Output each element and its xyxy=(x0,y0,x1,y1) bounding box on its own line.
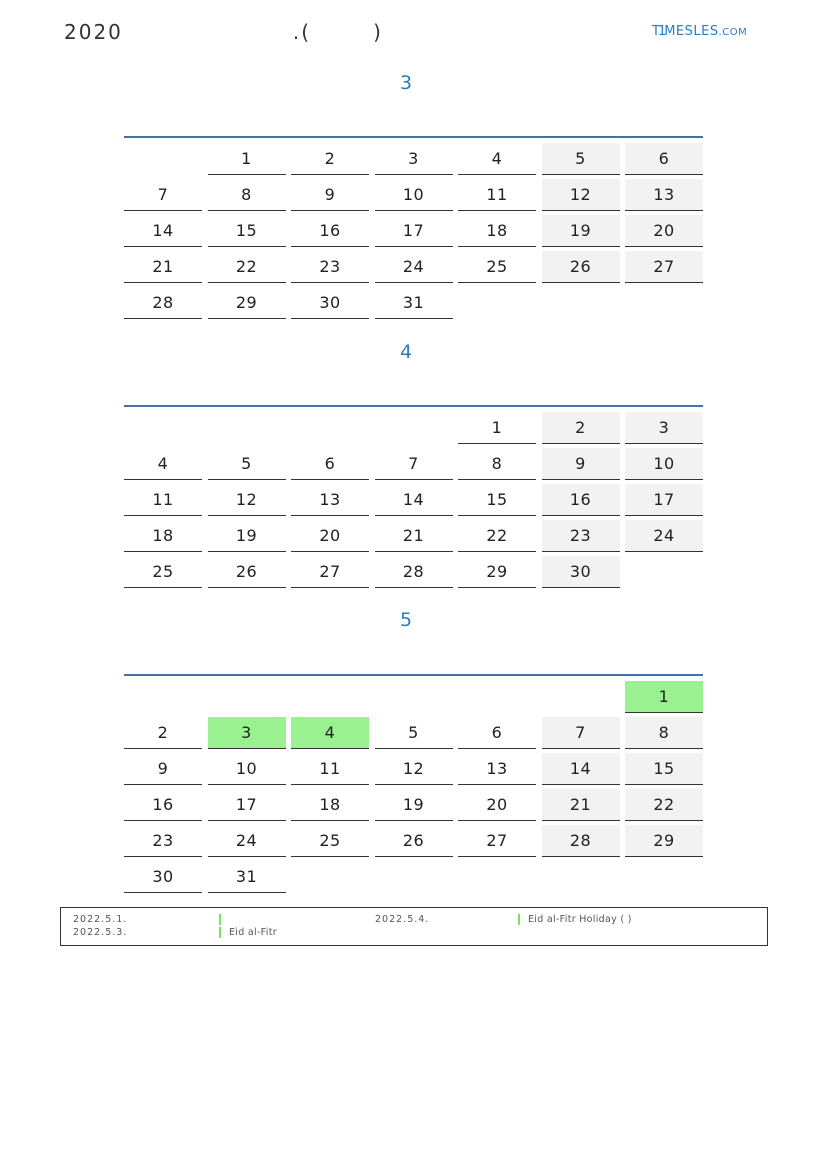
day-cell: 21 xyxy=(375,520,453,552)
day-cell: 5 xyxy=(542,143,620,175)
day-cell: 16 xyxy=(291,215,369,247)
day-cell: 14 xyxy=(542,753,620,785)
empty-cell xyxy=(542,681,620,712)
day-cell: 6 xyxy=(625,143,703,175)
day-cell: 6 xyxy=(458,717,536,749)
day-cell: 31 xyxy=(208,861,286,893)
day-cell: 31 xyxy=(375,287,453,319)
day-cell: 28 xyxy=(542,825,620,857)
day-cell: 5 xyxy=(375,717,453,749)
day-cell: 4 xyxy=(291,717,369,749)
day-cell: 23 xyxy=(291,251,369,283)
title-paren-open: .( xyxy=(292,20,312,44)
day-cell: 9 xyxy=(124,753,202,785)
legend-date: 2022.5.3. xyxy=(73,927,128,938)
day-cell: 30 xyxy=(124,861,202,893)
calendar-grid-march xyxy=(124,143,704,319)
day-cell: 8 xyxy=(625,717,703,749)
day-cell: 8 xyxy=(458,448,536,480)
day-cell: 13 xyxy=(625,179,703,211)
empty-cell xyxy=(124,412,202,443)
calendar-grid-may xyxy=(124,681,704,893)
empty-cell xyxy=(458,861,536,892)
legend-date: 2022.5.4. xyxy=(375,914,430,925)
empty-cell xyxy=(625,287,703,318)
day-cell: 16 xyxy=(124,789,202,821)
day-cell: 14 xyxy=(375,484,453,516)
empty-cell xyxy=(291,861,369,892)
day-cell: 7 xyxy=(124,179,202,211)
day-cell: 2 xyxy=(291,143,369,175)
day-cell: 22 xyxy=(208,251,286,283)
day-cell: 29 xyxy=(625,825,703,857)
day-cell: 11 xyxy=(291,753,369,785)
day-cell: 20 xyxy=(458,789,536,821)
day-cell: 17 xyxy=(208,789,286,821)
day-cell: 24 xyxy=(375,251,453,283)
holiday-marker xyxy=(518,914,520,925)
day-cell: 18 xyxy=(124,520,202,552)
legend-date: 2022.5.1. xyxy=(73,914,128,925)
day-cell: 7 xyxy=(375,448,453,480)
day-cell: 27 xyxy=(458,825,536,857)
day-cell: 2 xyxy=(542,412,620,444)
day-cell: 4 xyxy=(124,448,202,480)
day-cell: 23 xyxy=(124,825,202,857)
page-title xyxy=(64,20,383,44)
legend-name: Eid al-Fitr xyxy=(229,927,277,938)
empty-cell xyxy=(375,681,453,712)
day-cell: 28 xyxy=(375,556,453,588)
empty-cell xyxy=(458,681,536,712)
month-divider xyxy=(124,674,703,676)
month-title-4: 4 xyxy=(399,341,413,363)
day-cell: 10 xyxy=(625,448,703,480)
day-cell: 29 xyxy=(458,556,536,588)
day-cell: 20 xyxy=(625,215,703,247)
day-cell: 21 xyxy=(124,251,202,283)
holiday-legend xyxy=(60,907,768,946)
empty-cell xyxy=(208,681,286,712)
brand-logo[interactable] xyxy=(652,24,747,39)
day-cell: 2 xyxy=(124,717,202,749)
day-cell: 21 xyxy=(542,789,620,821)
day-cell: 12 xyxy=(542,179,620,211)
day-cell: 15 xyxy=(458,484,536,516)
day-cell: 13 xyxy=(458,753,536,785)
day-cell: 24 xyxy=(625,520,703,552)
day-cell: 11 xyxy=(458,179,536,211)
day-cell: 15 xyxy=(625,753,703,785)
month-divider xyxy=(124,405,703,407)
day-cell: 12 xyxy=(375,753,453,785)
holiday-marker xyxy=(219,914,221,925)
day-cell: 3 xyxy=(375,143,453,175)
empty-cell xyxy=(291,681,369,712)
day-cell: 26 xyxy=(375,825,453,857)
day-cell: 30 xyxy=(291,287,369,319)
empty-cell xyxy=(542,861,620,892)
day-cell: 24 xyxy=(208,825,286,857)
empty-cell xyxy=(542,287,620,318)
day-cell: 5 xyxy=(208,448,286,480)
day-cell: 1 xyxy=(458,412,536,444)
day-cell: 29 xyxy=(208,287,286,319)
brand-part-c: .COM xyxy=(718,27,748,38)
day-cell: 28 xyxy=(124,287,202,319)
day-cell: 30 xyxy=(542,556,620,588)
day-cell: 25 xyxy=(124,556,202,588)
day-cell: 25 xyxy=(458,251,536,283)
day-cell: 3 xyxy=(625,412,703,444)
day-cell: 3 xyxy=(208,717,286,749)
empty-cell xyxy=(458,287,536,318)
calendar-grid-april xyxy=(124,412,704,588)
empty-cell xyxy=(124,143,202,174)
title-paren-close: ) xyxy=(373,20,383,44)
day-cell: 7 xyxy=(542,717,620,749)
day-cell: 26 xyxy=(208,556,286,588)
day-cell: 20 xyxy=(291,520,369,552)
empty-cell xyxy=(625,861,703,892)
month-title-3: 3 xyxy=(399,72,413,94)
day-cell: 18 xyxy=(458,215,536,247)
brand-part-b: MESLES xyxy=(664,24,719,39)
day-cell: 14 xyxy=(124,215,202,247)
day-cell: 22 xyxy=(458,520,536,552)
day-cell: 12 xyxy=(208,484,286,516)
day-cell: 9 xyxy=(542,448,620,480)
day-cell: 1 xyxy=(208,143,286,175)
year-label: 2020 xyxy=(64,20,123,44)
empty-cell xyxy=(124,681,202,712)
day-cell: 10 xyxy=(208,753,286,785)
day-cell: 8 xyxy=(208,179,286,211)
day-cell: 10 xyxy=(375,179,453,211)
month-divider xyxy=(124,136,703,138)
day-cell: 16 xyxy=(542,484,620,516)
brand-part-a: T1 xyxy=(652,24,665,39)
legend-name: Eid al-Fitr Holiday ( ) xyxy=(528,914,632,925)
day-cell: 15 xyxy=(208,215,286,247)
day-cell: 18 xyxy=(291,789,369,821)
day-cell: 1 xyxy=(625,681,703,713)
empty-cell xyxy=(291,412,369,443)
day-cell: 17 xyxy=(625,484,703,516)
holiday-marker xyxy=(219,927,221,938)
empty-cell xyxy=(208,412,286,443)
month-title-5: 5 xyxy=(399,609,413,631)
day-cell: 9 xyxy=(291,179,369,211)
day-cell: 19 xyxy=(375,789,453,821)
day-cell: 17 xyxy=(375,215,453,247)
day-cell: 26 xyxy=(542,251,620,283)
empty-cell xyxy=(625,556,703,587)
day-cell: 27 xyxy=(291,556,369,588)
day-cell: 19 xyxy=(542,215,620,247)
day-cell: 6 xyxy=(291,448,369,480)
day-cell: 27 xyxy=(625,251,703,283)
day-cell: 19 xyxy=(208,520,286,552)
empty-cell xyxy=(375,861,453,892)
day-cell: 23 xyxy=(542,520,620,552)
empty-cell xyxy=(375,412,453,443)
day-cell: 22 xyxy=(625,789,703,821)
day-cell: 4 xyxy=(458,143,536,175)
day-cell: 13 xyxy=(291,484,369,516)
day-cell: 25 xyxy=(291,825,369,857)
day-cell: 11 xyxy=(124,484,202,516)
